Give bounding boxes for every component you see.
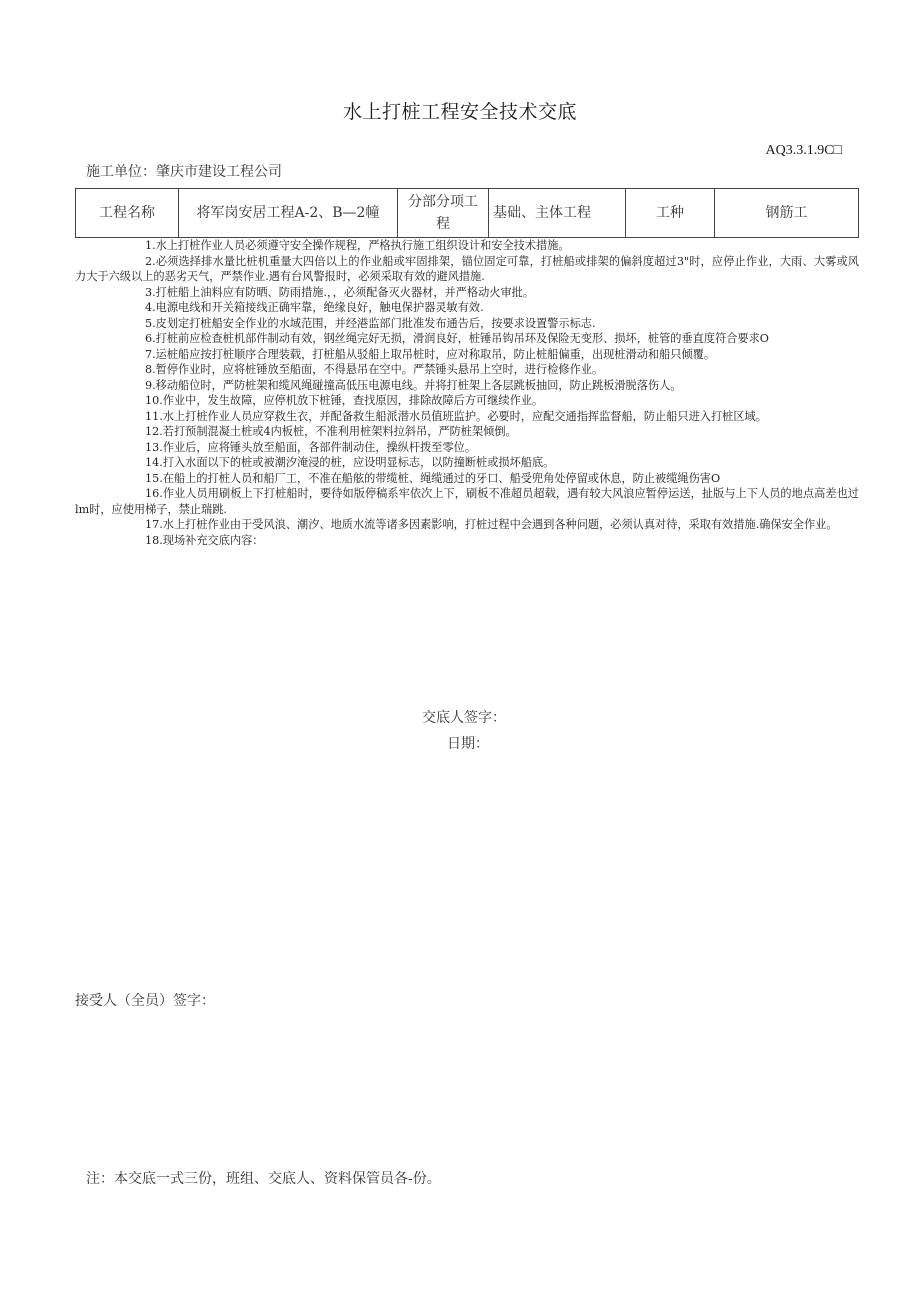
clause-item: 14.打入水面以下的桩或被潮汐淹浸的桩，应设明显标志，以防撞断桩或损坏船底。 [145,456,555,469]
clause-item: 1.水上打桩作业人员必须遵守安全操作规程，严格执行施工组织设计和安全技术措施。 [145,239,570,252]
trade-label: 工种 [626,189,715,238]
clause-item: 3.打桩船上油料应有防晒、防雨措施.，，必须配备灭火器材，并严格动火审批。 [145,285,535,299]
date-label: 日期： [447,736,489,752]
clause-item: 9.移动船位时，严防桩架和缆风绳碰撞高低压电源电线。并将打桩架上各层跳板抽回，防止跳板滑脱落伤人。 [145,378,682,392]
sub-project-value: 基础、主体工程 [489,189,626,238]
project-name-label: 工程名称 [76,189,179,238]
clause-item: 10.作业中，发生故障，应停机放下桩锤，查找原因，排除故障后方可继续作业。 [145,394,544,407]
footnote: 注：本交底一式三份，班组、交底人、资料保管员各-份。 [86,1171,441,1187]
receiver-label: 接受人（全员）签字： [75,993,215,1009]
safety-clauses [75,238,859,548]
clause-item: 15.在船上的打桩人员和船厂工，不准在船舷的带缆桩、绳缆通过的牙口、船受兜角处停留或休息，防止被缆绳伤害O [145,471,721,485]
construction-unit: 施工单位：肇庆市建设工程公司 [86,164,282,180]
clause-item: 11.水上打桩作业人员应穿救生衣，并配备救生船派潜水员值班监护。必要时，应配交通指挥监督船，防止船只进入打桩区域。 [145,409,767,423]
clause-item: 13.作业后，应将锤头放至船面，各部件制动住，操纵杆拨至零位。 [145,440,477,454]
clause-item: 6.打桩前应检查桩机部件制动有效，钢丝绳完好无损，滑润良好，桩锤吊钩吊环及保险无变形、损坏，桩管的垂直度符合要求O [145,332,769,345]
clause-item: 18.现场补充交底内容： [145,533,264,547]
document-code: AQ3.3.1.9C□ [765,143,842,158]
project-name-value: 将军岗安居工程A-2、B—2幢 [179,189,398,238]
document-title: 水上打桩工程安全技术交底 [342,101,577,123]
clause-item: 12.若打预制混凝土桩或4内板桩，不准利用桩架料拉斜吊，严防桩架倾倒。 [145,425,517,438]
sub-project-label: 分部分项工程 [398,189,489,238]
clause-item: 16.作业人员用刷板上下打桩船时，要待如版停稿系牢依次上下，刷板不准超员超载，遇有较大风浪应暂停运送，扯版与上下人员的地点高差也过lm时，应使用梯子，禁止瑞跳. [75,487,859,516]
trade-value: 钢筋工 [715,189,859,238]
clause-item: 17.水上打桩作业由于受风浪、潮汐、地质水流等诸多因素影响，打桩过程中会遇到各种问题，必须认真对待，采取有效措施.确保安全作业。 [145,518,838,531]
clause-item: 4.电源电线和开关箱接线正确牢靠，绝缘良好，触电保护器灵敏有效. [145,301,484,314]
info-table [75,188,859,238]
clause-item: 8.暂停作业时，应将桩锤放至船面，不得悬吊在空中。严禁锤头悬吊上空时，进行检修作业。 [145,363,604,376]
info-row [76,189,859,238]
clause-item: 5.皮划定打桩船安全作业的水域范围，并经港监部门批准发布通告后，按要求设置警示标志. [145,316,596,330]
clause-item: 2.必须选择排水量比桩机重量大四倍以上的作业船或牢固排架，锚位固定可靠，打桩船或排架的偏斜度超过3"时，应停止作业，大雨、大雾或风力大于六级以上的恶劣天气，严禁作业.遇有台风警报时，必须采取有效的避风措施. [75,254,859,283]
signer-label: 交底人签字： [422,710,506,726]
clause-item: 7.运桩船应按打桩顺序合理装载，打桩船从驳船上取吊桩时，应对称取吊，防止桩船偏重，出现桩滑动和船只倾覆。 [145,347,716,361]
